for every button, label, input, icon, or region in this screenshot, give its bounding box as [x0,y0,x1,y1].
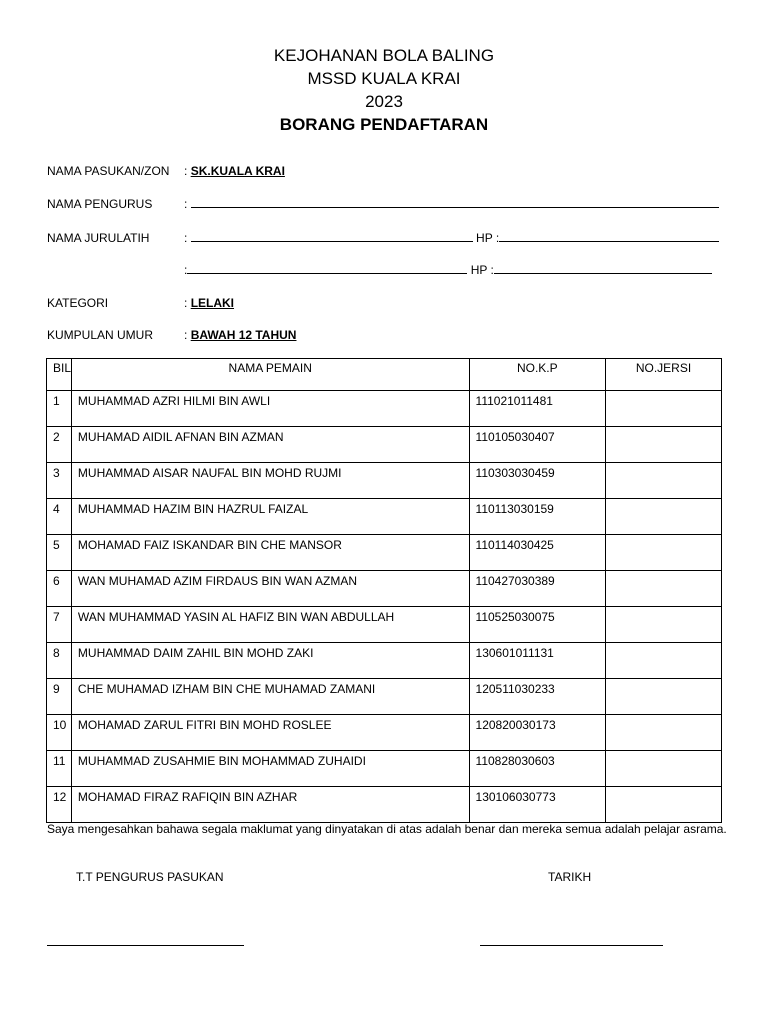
cell-jersi[interactable] [606,715,722,751]
age-group-separator: : [184,328,188,342]
cell-jersi[interactable] [606,571,722,607]
form-title: BORANG PENDAFTARAN [279,115,489,134]
cell-bil: 8 [47,643,72,679]
coach2-hp-label: HP : [470,263,494,277]
team-label: NAMA PASUKAN/ZON [47,164,170,178]
cell-jersi[interactable] [606,751,722,787]
cell-bil: 12 [47,787,72,823]
form-header [0,44,768,137]
age-group-label: KUMPULAN UMUR [47,328,154,342]
header-jersi: NO.JERSI [606,359,722,391]
coach2-blank-line[interactable] [187,262,467,274]
table-row [47,391,722,427]
table-row [47,571,722,607]
player-table [46,358,722,823]
coach-label: NAMA JURULATIH [47,231,150,245]
team-value: SK.KUALA KRAI [190,164,285,178]
cell-jersi[interactable] [606,643,722,679]
header-nama-pemain: NAMA PEMAIN [71,359,469,391]
table-row [47,607,722,643]
table-row [47,751,722,787]
table-row [47,715,722,751]
manager-separator: : [184,197,188,211]
cell-nokp: 110828030603 [469,751,606,787]
cell-nokp: 130601011131 [469,643,606,679]
cell-jersi[interactable] [606,427,722,463]
coach2-hp-blank-line[interactable] [494,262,712,274]
cell-nokp: 110427030389 [469,571,606,607]
cell-nama-pemain: MUHAMMAD AISAR NAUFAL BIN MOHD RUJMI [71,463,469,499]
coach-hp-label: HP : [476,231,500,245]
cell-jersi[interactable] [606,535,722,571]
manager-label: NAMA PENGURUS [47,197,153,211]
cell-bil: 9 [47,679,72,715]
cell-nokp: 120511030233 [469,679,606,715]
cell-nama-pemain: MOHAMAD ZARUL FITRI BIN MOHD ROSLEE [71,715,469,751]
category-field[interactable] [184,295,234,311]
category-value: LELAKI [190,296,235,310]
signature-line[interactable] [47,945,244,946]
header-bil: BIL [47,359,72,391]
cell-nama-pemain: MUHAMMAD ZUSAHMIE BIN MOHAMMAD ZUHAIDI [71,751,469,787]
cell-bil: 1 [47,391,72,427]
cell-jersi[interactable] [606,391,722,427]
cell-bil: 5 [47,535,72,571]
cell-nokp: 110113030159 [469,499,606,535]
cell-nokp: 111021011481 [469,391,606,427]
cell-bil: 2 [47,427,72,463]
cell-nama-pemain: WAN MUHAMAD AZIM FIRDAUS BIN WAN AZMAN [71,571,469,607]
cell-bil: 7 [47,607,72,643]
player-rows [47,391,722,823]
cell-jersi[interactable] [606,499,722,535]
category-label: KATEGORI [47,296,109,310]
header-nokp: NO.K.P [469,359,606,391]
coach2-field[interactable] [184,262,712,278]
age-group-field[interactable] [184,327,296,343]
manager-blank-line[interactable] [191,196,719,208]
cell-nokp: 110105030407 [469,427,606,463]
team-field[interactable] [184,163,285,179]
date-label: TARIKH [548,870,592,884]
cell-nama-pemain: MUHAMMAD HAZIM BIN HAZRUL FAIZAL [71,499,469,535]
manager-signature-label: T.T PENGURUS PASUKAN [76,870,224,884]
table-row [47,679,722,715]
cell-nokp: 110525030075 [469,607,606,643]
cell-nokp: 120820030173 [469,715,606,751]
cell-bil: 4 [47,499,72,535]
table-row [47,427,722,463]
cell-nokp: 110114030425 [469,535,606,571]
coach-hp-blank-line[interactable] [499,230,719,242]
cell-bil: 11 [47,751,72,787]
cell-jersi[interactable] [606,787,722,823]
declaration-text: Saya mengesahkan bahawa segala maklumat yang dinyatakan di atas adalah benar dan mereka semua adalah pelajar asrama. [47,822,727,836]
cell-nama-pemain: WAN MUHAMMAD YASIN AL HAFIZ BIN WAN ABDULLAH [71,607,469,643]
cell-bil: 6 [47,571,72,607]
team-separator: : [184,164,188,178]
cell-nama-pemain: CHE MUHAMAD IZHAM BIN CHE MUHAMAD ZAMANI [71,679,469,715]
cell-nokp: 110303030459 [469,463,606,499]
coach-blank-line[interactable] [191,230,473,242]
cell-jersi[interactable] [606,607,722,643]
cell-jersi[interactable] [606,679,722,715]
coach-separator: : [184,231,188,245]
table-row [47,643,722,679]
cell-nama-pemain: MUHAMMAD DAIM ZAHIL BIN MOHD ZAKI [71,643,469,679]
event-title: KEJOHANAN BOLA BALING [273,46,495,65]
cell-nama-pemain: MOHAMAD FAIZ ISKANDAR BIN CHE MANSOR [71,535,469,571]
cell-nokp: 130106030773 [469,787,606,823]
table-row [47,535,722,571]
cell-nama-pemain: MUHAMMAD AZRI HILMI BIN AWLI [71,391,469,427]
table-header-row [47,359,722,391]
category-separator: : [184,296,188,310]
date-line[interactable] [480,945,663,946]
age-group-value: BAWAH 12 TAHUN [190,328,297,342]
coach2-separator: : [184,263,188,277]
table-row [47,787,722,823]
cell-nama-pemain: MOHAMAD FIRAZ RAFIQIN BIN AZHAR [71,787,469,823]
event-organizer: MSSD KUALA KRAI [307,69,461,88]
table-row [47,463,722,499]
manager-field[interactable] [184,196,719,212]
cell-bil: 3 [47,463,72,499]
cell-jersi[interactable] [606,463,722,499]
event-year: 2023 [365,92,403,111]
cell-bil: 10 [47,715,72,751]
cell-nama-pemain: MUHAMAD AIDIL AFNAN BIN AZMAN [71,427,469,463]
table-row [47,499,722,535]
coach-field[interactable] [184,230,719,246]
